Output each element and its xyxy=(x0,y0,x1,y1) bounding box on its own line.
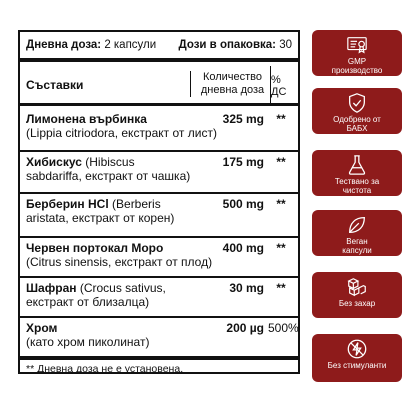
column-header xyxy=(20,66,298,106)
certificate-icon xyxy=(346,34,368,56)
daily-dose: Дневна доза: 2 капсули xyxy=(26,39,157,51)
doses-per-pack: Дози в опаковка: 30 xyxy=(178,39,292,51)
sugar-cubes-icon xyxy=(346,276,368,298)
ingredients-heading: Съставки xyxy=(26,78,84,92)
ingredient-row: Лимонена върбинка (Lippia citriodora, екстракт от лист) 325 mg ** xyxy=(20,109,298,152)
badge-approved: Одобрено от БАБХ xyxy=(312,88,402,134)
daily-value-heading: % ДС xyxy=(270,66,298,106)
badge-gmp: GMP производство xyxy=(312,30,402,76)
flask-icon xyxy=(346,154,368,176)
ingredient-row: Хром (като хром пиколинат) 200 µg 500% xyxy=(26,321,299,349)
badge-tested: Тествано за чистота xyxy=(312,150,402,196)
bottom-rule xyxy=(20,356,298,360)
badge-vegan: Веган капсули xyxy=(312,210,402,256)
badge-sugar-free: Без захар xyxy=(312,272,402,318)
supplement-facts-panel xyxy=(18,30,300,374)
ingredient-row: Шафран (Crocus sativus, екстракт от близалца) 30 mg ** xyxy=(20,278,298,318)
ingredient-row: Хибискус (Hibiscus sabdariffa, екстракт от чашка) 175 mg ** xyxy=(20,152,298,194)
badge-no-stimulants: Без стимуланти xyxy=(312,334,402,382)
quantity-heading: Количество дневна доза xyxy=(190,71,272,97)
ingredient-row: Червен портокал Моро (Citrus sinensis, екстракт от плод) 400 mg ** xyxy=(20,238,298,278)
serving-info xyxy=(20,32,298,62)
ingredient-row: Берберин HCl (Berberis aristata, екстракт от корен) 500 mg ** xyxy=(20,194,298,238)
shield-check-icon xyxy=(346,92,368,114)
no-lightning-icon xyxy=(346,338,368,360)
footnote: ** Дневна доза не е установена. xyxy=(26,363,184,375)
leaf-icon xyxy=(346,214,368,236)
